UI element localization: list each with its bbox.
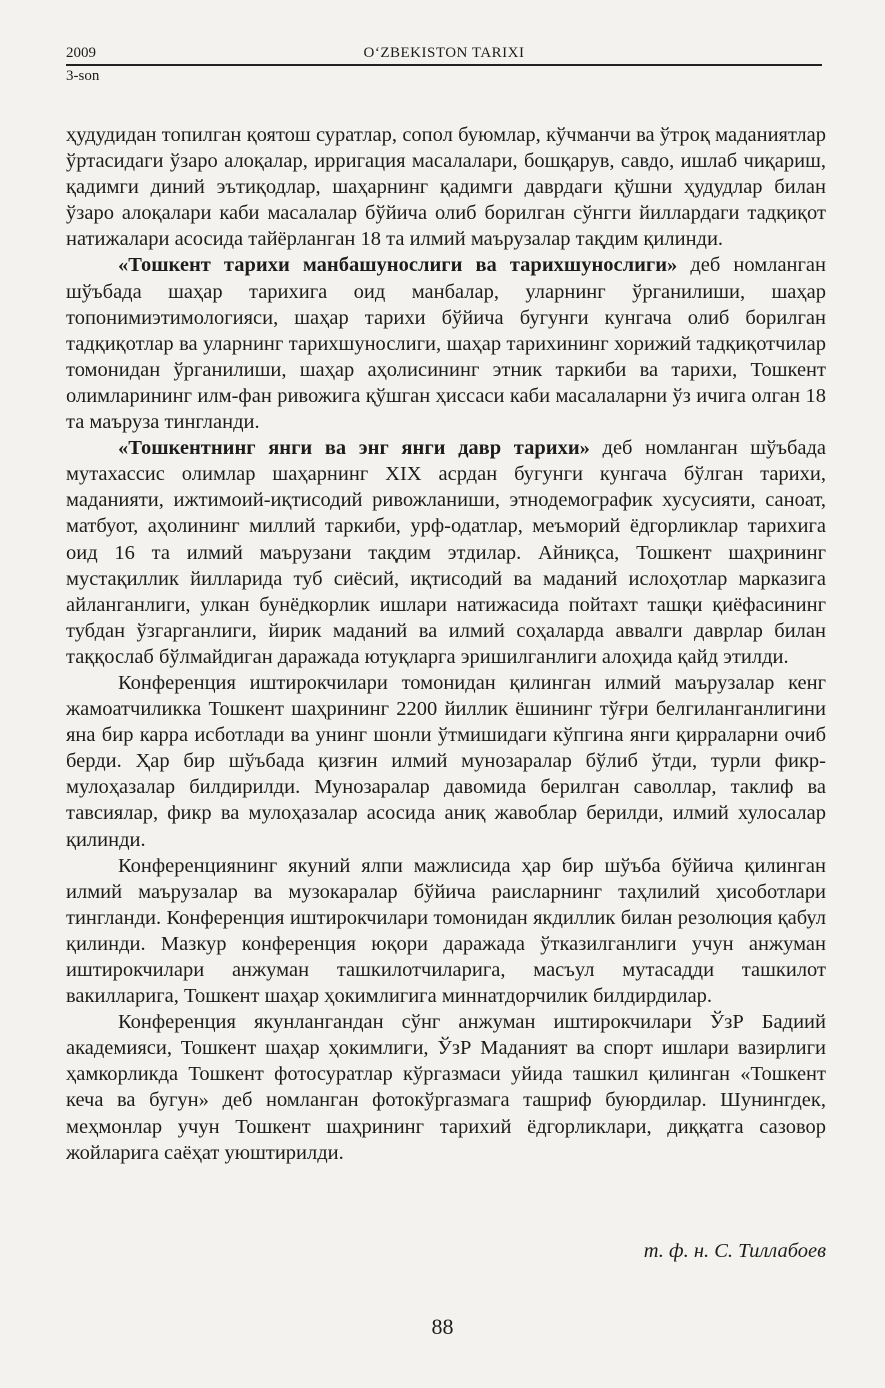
- paragraph-6: [66, 1009, 826, 1166]
- section-title-historiography: «Тошкент тарихи манбашунослиги ва тарихшунослиги»: [118, 254, 678, 277]
- journal-title: O‘ZBEKISTON TARIXI: [363, 45, 525, 61]
- paragraph-5-text: Конференциянинг якуний ялпи мажлисида ҳар бир шўъба бўйича қилинган илмий маърузалар ва музокаралар бўйича раисларнинг таҳлилий ҳисоботлари тингланди. Конференция иштирокчилари томонидан якдиллик билан резолюция қабул қилинди. Мазкур конференция юқори даражада ўтказилганлиги учун анжуман иштирокчилари анжуман ташкилотчиларига, масъул мутасадди ташкилот вакилларига, Тошкент шаҳар ҳокимлигига миннатдорчилик билдирдилар.: [66, 854, 826, 1008]
- section-title-modern-history: «Тошкентнинг янги ва энг янги давр тарихи»: [118, 437, 590, 460]
- article-body: [66, 122, 826, 1166]
- paragraph-2: [66, 252, 826, 435]
- paragraph-6-text: Конференция якунлангандан сўнг анжуман иштирокчилари ЎзР Бадиий академияси, Тошкент шаҳар ҳокимлиги, ЎзР Маданият ва спорт ишлари вазирлиги ҳамкорликда Тошкент фотосуратлар кўргазмаси уйида ташкил қилинган «Тошкент кеча ва бугун» деб номланган фотокўргазмага ташриф буюрдилар. Шунингдек, меҳмонлар учун Тошкент шаҳрининг тарихий ёдгорликлари, диққатга сазовор жойларига саёҳат уюштирилди.: [66, 1011, 826, 1164]
- paragraph-5: [66, 853, 826, 1010]
- paragraph-3: [66, 435, 826, 670]
- header-rule: [66, 64, 822, 66]
- page-number: 88: [431, 1314, 454, 1339]
- header-year: 2009: [66, 45, 96, 61]
- header-row: [66, 40, 822, 62]
- running-header: [66, 40, 822, 85]
- paragraph-4-text: Конференция иштирокчилари томонидан қилинган илмий маърузалар кенг жамоатчиликка Тошкент шаҳрининг 2200 йиллик ёшининг тўғри белгиланганлигини яна бир карра исботлади ва унинг шонли ўтмишидаги кўпгина янги қирраларни очиб берди. Ҳар бир шўъбада қизғин илмий мунозаралар бўлиб ўтди, турли фикр-мулоҳазалар билдирилди. Мунозаралар давомида берилган саволлар, таклиф ва тавсиялар, фикр ва мулоҳазалар асосида аниқ жавоблар берилди, илмий хулосалар қилинди.: [66, 671, 826, 851]
- paragraph-1: [66, 122, 826, 252]
- paragraph-3-text: деб номланган шўъбада мутахассис олимлар шаҳарнинг XIX асрдан бугунги кунгача бўлган тарихи, маданияти, ижтимоий-иқтисодий ривожланиши, этнодемографик хусусияти, саноат, матбуот, аҳолининг миллий таркиби, урф-одатлар, меъморий ёдгорликлар тарихига оид 16 та илмий маърузани тақдим этдилар. Айниқса, Тошкент шаҳрининг мустақиллик йилларида туб сиёсий, иқтисодий ва маданий ислоҳотлар марказига айланганлиги, улкан бунёдкорлик ишлари натижасида пойтахт ташқи қиёфасининг тубдан ўзгарганлиги, йирик маданий ва илмий соҳаларда аввалги даврлар билан таққослаб бўлмайдиган даражада ютуқларга эришилганлиги алоҳида қайд этилди.: [66, 437, 827, 668]
- paragraph-2-text: деб номланган шўъбада шаҳар тарихига оид манбалар, уларнинг ўрганилиши, шаҳар топонимиэтимологияси, шаҳар тарихи бўйича бугунги кунгача олиб борилган тадқиқотлар ва уларнинг тарихшунослиги, шаҳар тарихининг хорижий тадқиқотчилар томонидан ўрганилиши, шаҳар аҳолисининг этник таркиби ва тарихи, Тошкент олимларининг илм-фан ривожига қўшган ҳиссаси каби масалаларни ўз ичига олган 18 та маъруза тингланди.: [66, 254, 826, 434]
- paragraph-1-text: ҳудудидан топилган қоятош суратлар, сопол буюмлар, кўчманчи ва ўтроқ маданиятлар ўртасидаги ўзаро алоқалар, ирригация масалалари, бошқарув, савдо, ишлаб чиқариш, қадимги диний эътиқодлар, шаҳарнинг қадимги даврдаги қўшни ҳудудлар билан ўзаро алоқалари каби масалалар бўйича олиб борилган сўнгги йиллардаги тадқиқот натижалари асосида тайёрланган 18 та илмий маърузалар тақдим қилинди.: [66, 124, 826, 251]
- paragraph-4: [66, 670, 826, 853]
- author-signature: т. ф. н. С. Тиллабоев: [643, 1240, 826, 1262]
- header-issue: 3-son: [66, 68, 100, 84]
